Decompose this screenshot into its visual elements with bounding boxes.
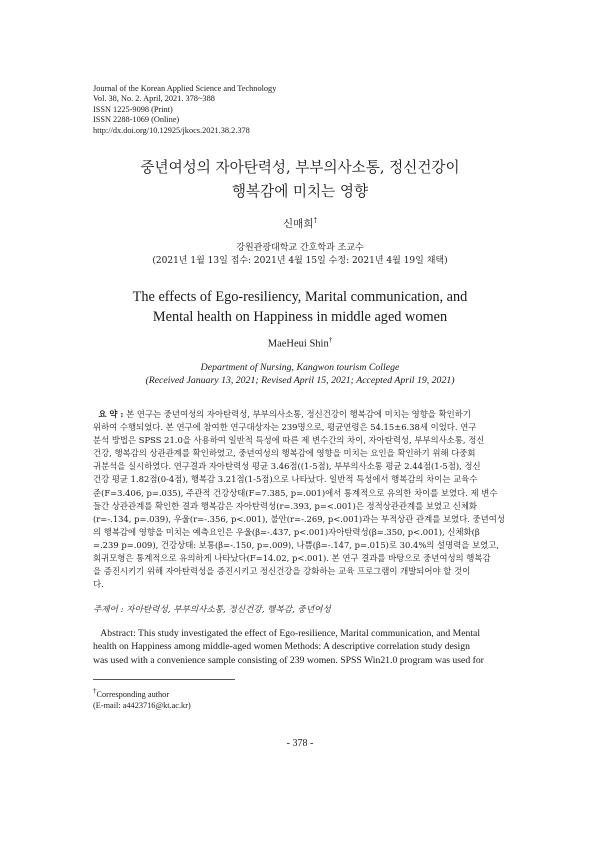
affil-ko-dates: (2021년 1월 13일 접수: 2021년 4월 15일 수정: 2021년 4월 19일 채택) <box>152 256 448 266</box>
abstract-en-line: health on Happiness among middle-aged women Methods: A descriptive correlation study design <box>93 641 470 653</box>
abstract-ko-line: 을 증진시키기 위해 자아탄력성을 증진시키고 정신건강을 강화하는 교육 프로그램이 개발되어야 할 것이 <box>93 566 471 577</box>
affiliation-english <box>0 361 600 387</box>
author-ko-name: 신매희 <box>283 218 314 230</box>
abstract-korean <box>93 408 507 591</box>
abstract-ko-line: 분석 방법은 SPSS 21.0을 사용하여 일반적 특성에 따른 제 변수간의 차이, 자아탄력성, 부부의사소통, 정신 <box>93 435 485 446</box>
journal-issn-online: ISSN 2288-1069 (Online) <box>93 115 180 125</box>
abstract-en-label: Abstract <box>100 628 134 639</box>
footnote-email: (E-mail: a4423716@kt.ac.kr) <box>93 701 191 711</box>
title-ko-line1: 중년여성의 자아탄력성, 부부의사소통, 정신건강이 <box>140 159 460 176</box>
author-english <box>0 336 600 350</box>
abstract-ko-line: 귀분석을 실시하였다. 연구결과 자아탄력성 평균 3.46점((1-5점), 부부의사소통 평균 2.44점(1-5점), 정신 <box>93 461 481 472</box>
paper-title-korean <box>60 156 540 204</box>
keywords-korean: 주제어 : 자아탄력성, 부부의사소통, 정신건강, 행복감, 중년여성 <box>93 605 331 615</box>
footnote-label: Corresponding author <box>96 689 170 699</box>
journal-name: Journal of the Korean Applied Science and Technology <box>93 84 277 93</box>
footnote <box>93 686 393 712</box>
footnote-corresponding <box>93 686 393 700</box>
abstract-ko-line: =.239 p=.009), 건강상태: 보통(β=-.150, p=.009), 나쁨(β=-.147, p=.015)로 30.4%의 설명력을 보였고, <box>93 539 499 550</box>
abstract-ko-line: 들간 상관관계를 확인한 결과 행복감은 자아탄력성(r=.393, p=<.001)은 정적상관관계를 보였고 신체화 <box>93 500 478 511</box>
abstract-ko-line: 위하여 수행되었다. 본 연구에 참여한 연구대상자는 239명으로, 평균연령은 54.15±6.38세 이었다. 연구 <box>93 422 477 433</box>
journal-volume: Vol. 38, No. 2. April, 2021. 378~388 <box>93 94 215 104</box>
footnote-divider <box>93 679 235 680</box>
journal-doi[interactable]: http://dx.doi.org/10.12925/jkocs.2021.38.2.378 <box>93 125 250 135</box>
abstract-ko-line: 요 약 : 본 연구는 중년여성의 자아탄력성, 부부의사소통, 정신건강이 행복감에 미치는 영향을 확인하기 <box>98 409 471 419</box>
author-korean <box>0 216 600 231</box>
abstract-en-line: was used with a convenience sample consisting of 239 women. SPSS Win21.0 program was used for <box>93 654 484 666</box>
abstract-ko-line: 회귀모형은 통계적으로 유의하게 나타났다(F=14.02, p<.001). 본 연구 결과를 바탕으로 중년여성의 행복감 <box>93 553 491 564</box>
abstract-ko-line: 다. <box>93 579 104 590</box>
journal-issn-print: ISSN 1225-9098 (Print) <box>93 104 173 114</box>
abstract-en-line: Abstract: This study investigated the effect of Ego-resilience, Marital communication, and Mental <box>100 628 481 639</box>
abstract-ko-line: 의 행복감에 영향을 미치는 예측요인은 우울(β=-.437, p<.001)자아탄력성(β=.350, p<.001), 신체화(β <box>93 526 480 537</box>
affil-ko-dept: 강원관광대학교 간호학과 조교수 <box>236 243 364 253</box>
affil-en-dates: (Received January 13, 2021; Revised April 15, 2021; Accepted April 19, 2021) <box>145 375 455 386</box>
abstract-ko-line: 건강, 행복감의 상관관계를 확인하였고, 중년여성의 행복감에 영향을 미치는 요인을 확인하기 위해 다중회 <box>93 448 476 459</box>
paper-title-english <box>60 287 540 327</box>
page-number: - 378 - <box>286 738 314 749</box>
abstract-ko-line: 건강 평균 1.82점(0-4점), 행복감 3.21점(1-5점)으로 나타났다. 일반적 특성에서 행복감의 차이는 교육수 <box>93 474 478 485</box>
author-ko-mark: † <box>313 216 317 225</box>
title-en-line2: Mental health on Happiness in middle aged women <box>152 309 448 325</box>
abstract-ko-line: (r=-.134, p=.039), 우울(r=-.356, p<.001), 불안(r=-.269, p<.001)과는 부적상관 관계를 보였다. 중년여성 <box>93 513 505 524</box>
affiliation-korean <box>0 242 600 268</box>
journal-info <box>93 84 513 136</box>
footnote-mark: † <box>93 687 97 695</box>
title-en-line1: The effects of Ego-resiliency, Marital communication, and <box>132 289 468 305</box>
abstract-ko-label: 요 약 : <box>98 409 124 419</box>
title-ko-line2: 행복감에 미치는 영향 <box>231 183 369 200</box>
abstract-ko-line: 준(F=3.406, p=.035), 주관적 건강상태(F=7.385, p=.001)에서 통계적으로 유의한 차이를 보였다. 제 변수 <box>93 487 498 498</box>
abstract-english <box>93 627 507 667</box>
author-en-name: MaeHeui Shin <box>267 338 329 350</box>
author-en-mark: † <box>328 336 333 344</box>
affil-en-dept: Department of Nursing, Kangwon tourism College <box>200 362 400 373</box>
